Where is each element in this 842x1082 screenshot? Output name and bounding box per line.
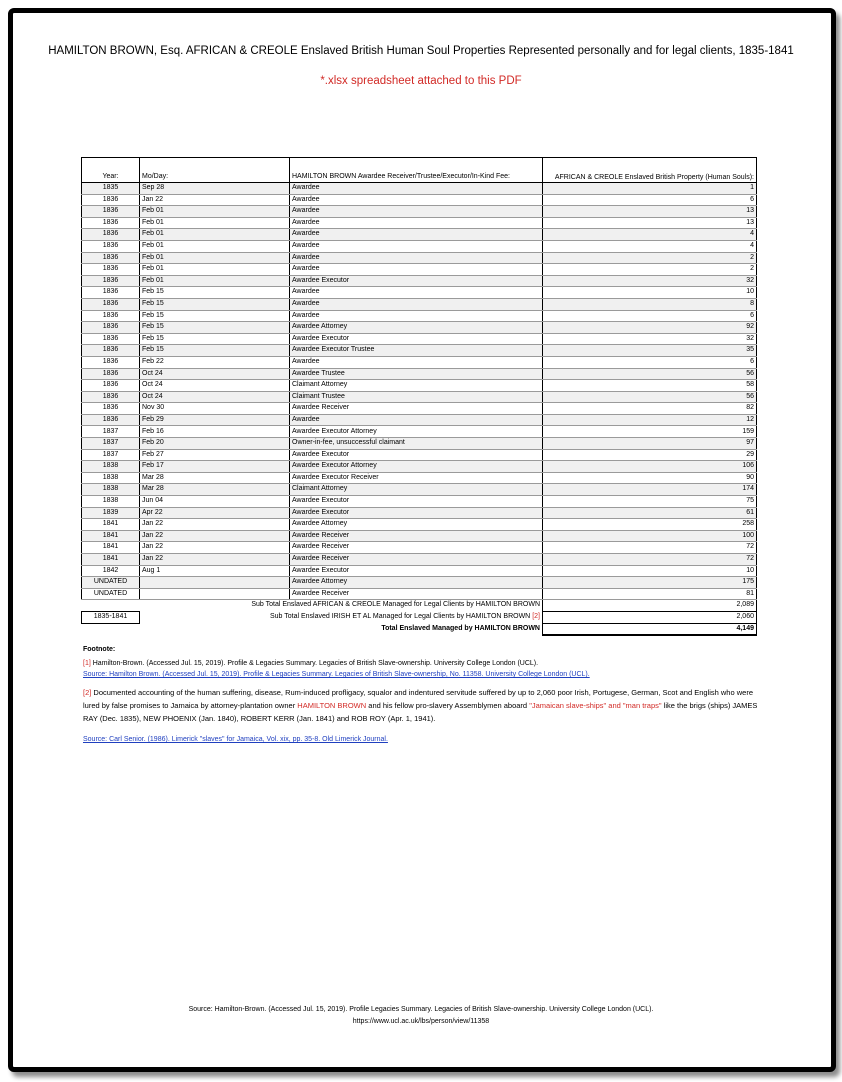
cell-year: 1841 [82, 530, 140, 542]
cell-year: 1836 [82, 217, 140, 229]
table-header-row [82, 158, 757, 183]
cell-date: Feb 01 [140, 264, 290, 276]
cell-quantity: 159 [543, 426, 757, 438]
cell-date: Feb 15 [140, 298, 290, 310]
subtotal-irish-footnote-ref[interactable]: [2] [532, 613, 540, 621]
cell-quantity: 92 [543, 322, 757, 334]
footnote-2-quote: "Jamaican slave-ships" and "man traps" [529, 701, 662, 710]
cell-date: Feb 01 [140, 217, 290, 229]
table-row [82, 577, 757, 589]
cell-quantity: 81 [543, 588, 757, 600]
cell-quantity: 10 [543, 287, 757, 299]
column-header-role: HAMILTON BROWN Awardee Receiver/Trustee/Executor/In-Kind Fee: [290, 158, 543, 183]
cell-date: Feb 20 [140, 438, 290, 450]
cell-year: 1841 [82, 542, 140, 554]
total-blank [82, 623, 140, 635]
subtotal-african-value: 2,089 [543, 600, 757, 612]
table-row [82, 240, 757, 252]
cell-quantity: 32 [543, 275, 757, 287]
cell-year: 1837 [82, 449, 140, 461]
cell-year: 1836 [82, 275, 140, 287]
cell-role: Awardee Receiver [290, 403, 543, 415]
cell-year: 1836 [82, 194, 140, 206]
cell-quantity: 13 [543, 217, 757, 229]
cell-quantity: 56 [543, 391, 757, 403]
document-title: HAMILTON BROWN, Esq. AFRICAN & CREOLE Enslaved British Human Soul Properties Represented personally and for legal clients, 1835-1841 [48, 45, 794, 57]
property-table [81, 157, 757, 636]
footnote-heading: Footnote: [83, 646, 116, 653]
cell-date: Feb 01 [140, 229, 290, 241]
cell-quantity: 2 [543, 264, 757, 276]
cell-role: Awardee Attorney [290, 519, 543, 531]
table-row [82, 322, 757, 334]
cell-date: Jan 22 [140, 194, 290, 206]
cell-role: Claimant Trustee [290, 391, 543, 403]
table-row [82, 310, 757, 322]
cell-quantity: 4 [543, 240, 757, 252]
cell-quantity: 75 [543, 496, 757, 508]
cell-year: 1841 [82, 519, 140, 531]
cell-role: Awardee [290, 252, 543, 264]
cell-role: Awardee [290, 206, 543, 218]
cell-role: Awardee Executor [290, 449, 543, 461]
cell-quantity: 8 [543, 298, 757, 310]
footnote-1-ref: [1] [83, 660, 91, 667]
cell-quantity: 82 [543, 403, 757, 415]
cell-year: UNDATED [82, 588, 140, 600]
cell-quantity: 90 [543, 472, 757, 484]
cell-quantity: 61 [543, 507, 757, 519]
subtotal-african-row [82, 600, 757, 612]
cell-year: 1836 [82, 252, 140, 264]
cell-quantity: 6 [543, 194, 757, 206]
cell-date: Oct 24 [140, 380, 290, 392]
cell-date: Jan 22 [140, 519, 290, 531]
footnote-1-text: Hamilton-Brown. (Accessed Jul. 15, 2019). Profile & Legacies Summary. Legacies of British Slave-ownership. University College London (UCL). [90, 660, 539, 667]
table-row [82, 333, 757, 345]
cell-quantity: 72 [543, 542, 757, 554]
cell-role: Awardee Receiver [290, 554, 543, 566]
cell-year: 1836 [82, 206, 140, 218]
cell-date: Feb 15 [140, 345, 290, 357]
footnote-2-text-a: Documented accounting of the human suffering, disease, Rum-induced profligacy, squalor and indentured servitude suffered by up to 2,060 poor Irish, Portugese, German, Scot and English who were lured by false promises to Jamaica by attorney-plantation owner [83, 688, 753, 710]
cell-date: Mar 28 [140, 484, 290, 496]
cell-role: Awardee [290, 356, 543, 368]
cell-quantity: 258 [543, 519, 757, 531]
cell-date: Feb 22 [140, 356, 290, 368]
cell-role: Awardee Attorney [290, 577, 543, 589]
table-row [82, 206, 757, 218]
cell-year: 1836 [82, 240, 140, 252]
table-body [82, 183, 757, 600]
cell-year: 1836 [82, 322, 140, 334]
cell-date: Feb 15 [140, 333, 290, 345]
table-row [82, 345, 757, 357]
cell-year: 1836 [82, 333, 140, 345]
table-row [82, 554, 757, 566]
cell-year: 1838 [82, 461, 140, 473]
cell-role: Awardee Receiver [290, 542, 543, 554]
cell-year: 1836 [82, 310, 140, 322]
cell-date: Feb 01 [140, 275, 290, 287]
cell-date: Sep 28 [140, 183, 290, 195]
footnote-2-source-link[interactable]: Source: Carl Senior. (1986). Limerick "slaves" for Jamaica, Vol. xix, pp. 35-8. Old Limerick Journal. [83, 736, 388, 743]
cell-role: Awardee [290, 287, 543, 299]
subtotal-irish-year: 1835-1841 [82, 611, 140, 623]
cell-role: Awardee Executor [290, 507, 543, 519]
table-row [82, 217, 757, 229]
cell-year: 1836 [82, 356, 140, 368]
cell-quantity: 32 [543, 333, 757, 345]
cell-date [140, 588, 290, 600]
footnote-2-text-b: and his fellow pro-slavery Assemblymen aboard [366, 701, 530, 710]
cell-role: Awardee Receiver [290, 530, 543, 542]
cell-role: Awardee Attorney [290, 322, 543, 334]
cell-year: 1836 [82, 403, 140, 415]
cell-year: 1836 [82, 391, 140, 403]
cell-year: 1836 [82, 264, 140, 276]
cell-role: Awardee Executor Receiver [290, 472, 543, 484]
cell-quantity: 4 [543, 229, 757, 241]
cell-year: 1839 [82, 507, 140, 519]
cell-year: 1836 [82, 229, 140, 241]
cell-year: 1837 [82, 426, 140, 438]
cell-date: Jan 22 [140, 530, 290, 542]
total-value: 4,149 [543, 623, 757, 635]
cell-date: Feb 16 [140, 426, 290, 438]
cell-year: 1838 [82, 484, 140, 496]
cell-role: Awardee Executor [290, 565, 543, 577]
cell-date: Feb 15 [140, 310, 290, 322]
cell-date: Apr 22 [140, 507, 290, 519]
subtotal-african-label: Sub Total Enslaved AFRICAN & CREOLE Managed for Legal Clients by HAMILTON BROWN [251, 601, 540, 609]
cell-quantity: 12 [543, 414, 757, 426]
cell-role: Awardee [290, 298, 543, 310]
cell-year: 1836 [82, 345, 140, 357]
cell-quantity: 1 [543, 183, 757, 195]
cell-role: Awardee [290, 240, 543, 252]
cell-year: 1836 [82, 287, 140, 299]
cell-year: 1835 [82, 183, 140, 195]
cell-quantity: 6 [543, 356, 757, 368]
subtotal-irish-label-cell [140, 611, 543, 623]
cell-year: UNDATED [82, 577, 140, 589]
column-header-date: Mo/Day: [140, 158, 290, 183]
table-row [82, 519, 757, 531]
table-row [82, 275, 757, 287]
table-row [82, 252, 757, 264]
table-row [82, 530, 757, 542]
cell-role: Awardee Executor [290, 333, 543, 345]
table-row [82, 298, 757, 310]
cell-role: Awardee Receiver [290, 588, 543, 600]
cell-date: Feb 01 [140, 206, 290, 218]
column-header-year: Year: [82, 158, 140, 183]
table-row [82, 414, 757, 426]
table-row [82, 542, 757, 554]
footer-url[interactable]: https://www.ucl.ac.uk/lbs/person/view/11358 [352, 1018, 490, 1025]
cell-role: Awardee Executor [290, 275, 543, 287]
table-row [82, 461, 757, 473]
cell-year: 1841 [82, 554, 140, 566]
cell-year: 1842 [82, 565, 140, 577]
cell-date: Feb 17 [140, 461, 290, 473]
cell-quantity: 13 [543, 206, 757, 218]
cell-year: 1838 [82, 496, 140, 508]
cell-quantity: 10 [543, 565, 757, 577]
cell-role: Awardee [290, 264, 543, 276]
cell-quantity: 58 [543, 380, 757, 392]
table-row [82, 380, 757, 392]
cell-year: 1836 [82, 368, 140, 380]
cell-role: Awardee Executor [290, 496, 543, 508]
cell-date: Feb 29 [140, 414, 290, 426]
cell-role: Awardee [290, 183, 543, 195]
cell-year: 1836 [82, 380, 140, 392]
subtotal-irish-row [82, 611, 757, 623]
column-header-quantity: AFRICAN & CREOLE Enslaved British Property (Human Souls): [543, 158, 757, 183]
table-row [82, 368, 757, 380]
table-row [82, 183, 757, 195]
table-row [82, 472, 757, 484]
cell-role: Awardee Executor Attorney [290, 461, 543, 473]
footnote-2-name: HAMILTON BROWN [297, 701, 367, 710]
cell-quantity: 35 [543, 345, 757, 357]
cell-quantity: 29 [543, 449, 757, 461]
cell-quantity: 56 [543, 368, 757, 380]
cell-quantity: 174 [543, 484, 757, 496]
footnote-2-ref: [2] [83, 688, 92, 697]
cell-quantity: 106 [543, 461, 757, 473]
cell-role: Awardee Trustee [290, 368, 543, 380]
cell-quantity: 2 [543, 252, 757, 264]
cell-date: Feb 27 [140, 449, 290, 461]
cell-role: Awardee Executor Trustee [290, 345, 543, 357]
cell-date: Aug 1 [140, 565, 290, 577]
footnote-2 [83, 686, 763, 725]
cell-role: Awardee [290, 217, 543, 229]
table-row [82, 426, 757, 438]
cell-year: 1836 [82, 298, 140, 310]
table-row [82, 438, 757, 450]
table-row [82, 449, 757, 461]
cell-year: 1838 [82, 472, 140, 484]
total-label: Total Enslaved Managed by HAMILTON BROWN [381, 624, 540, 632]
cell-role: Claimant Attorney [290, 380, 543, 392]
cell-date: Jan 22 [140, 554, 290, 566]
footnote-2-text-c: like the brigs (ships) JAMES RAY (Dec. 1835), NEW PHOENIX (Jan. 1840), ROBERT KERR (Jan. 1841) and ROB ROY (Apr. 1, 1941). [83, 701, 758, 723]
cell-date: Mar 28 [140, 472, 290, 484]
cell-quantity: 72 [543, 554, 757, 566]
table-row [82, 229, 757, 241]
footnote-1-source-link[interactable]: Source: Hamilton Brown. (Accessed Jul. 15, 2019). Profile & Legacies Summary. Legacies of British Slave-ownership, No. 11358. University College London (UCL). [83, 671, 590, 678]
subtotal-irish-label: Sub Total Enslaved IRISH ET AL Managed for Legal Clients by HAMILTON BROWN [269, 613, 531, 621]
table-row [82, 287, 757, 299]
table-row [82, 264, 757, 276]
cell-year: 1836 [82, 414, 140, 426]
cell-date: Feb 01 [140, 240, 290, 252]
cell-year: 1837 [82, 438, 140, 450]
cell-date: Oct 24 [140, 368, 290, 380]
document-subtitle: *.xlsx spreadsheet attached to this PDF [320, 75, 522, 87]
table-row [82, 403, 757, 415]
cell-date: Feb 15 [140, 322, 290, 334]
cell-date: Feb 15 [140, 287, 290, 299]
cell-date: Feb 01 [140, 252, 290, 264]
cell-role: Owner-in-fee, unsuccessful claimant [290, 438, 543, 450]
table-row [82, 356, 757, 368]
footer-source: Source: Hamilton-Brown. (Accessed Jul. 15, 2019). Profile Legacies Summary. Legacies of British Slave-ownership. University College London (UCL). [188, 1006, 654, 1013]
cell-date: Oct 24 [140, 391, 290, 403]
cell-quantity: 97 [543, 438, 757, 450]
cell-role: Awardee [290, 229, 543, 241]
cell-date: Nov 30 [140, 403, 290, 415]
cell-role: Claimant Attorney [290, 484, 543, 496]
subtotal-irish-value: 2,060 [543, 611, 757, 623]
footnote-3 [83, 736, 388, 743]
cell-role: Awardee [290, 194, 543, 206]
cell-role: Awardee [290, 310, 543, 322]
table-row [82, 391, 757, 403]
cell-role: Awardee Executor Attorney [290, 426, 543, 438]
table-row [82, 484, 757, 496]
cell-date [140, 577, 290, 589]
cell-date: Jan 22 [140, 542, 290, 554]
cell-quantity: 100 [543, 530, 757, 542]
page-footer [40, 1004, 802, 1028]
cell-date: Jun 04 [140, 496, 290, 508]
table-row [82, 496, 757, 508]
table-row [82, 588, 757, 600]
footnote-1 [83, 658, 763, 680]
table-row [82, 507, 757, 519]
cell-quantity: 6 [543, 310, 757, 322]
cell-role: Awardee [290, 414, 543, 426]
table-row [82, 194, 757, 206]
table-row [82, 565, 757, 577]
cell-quantity: 175 [543, 577, 757, 589]
total-row [82, 623, 757, 635]
